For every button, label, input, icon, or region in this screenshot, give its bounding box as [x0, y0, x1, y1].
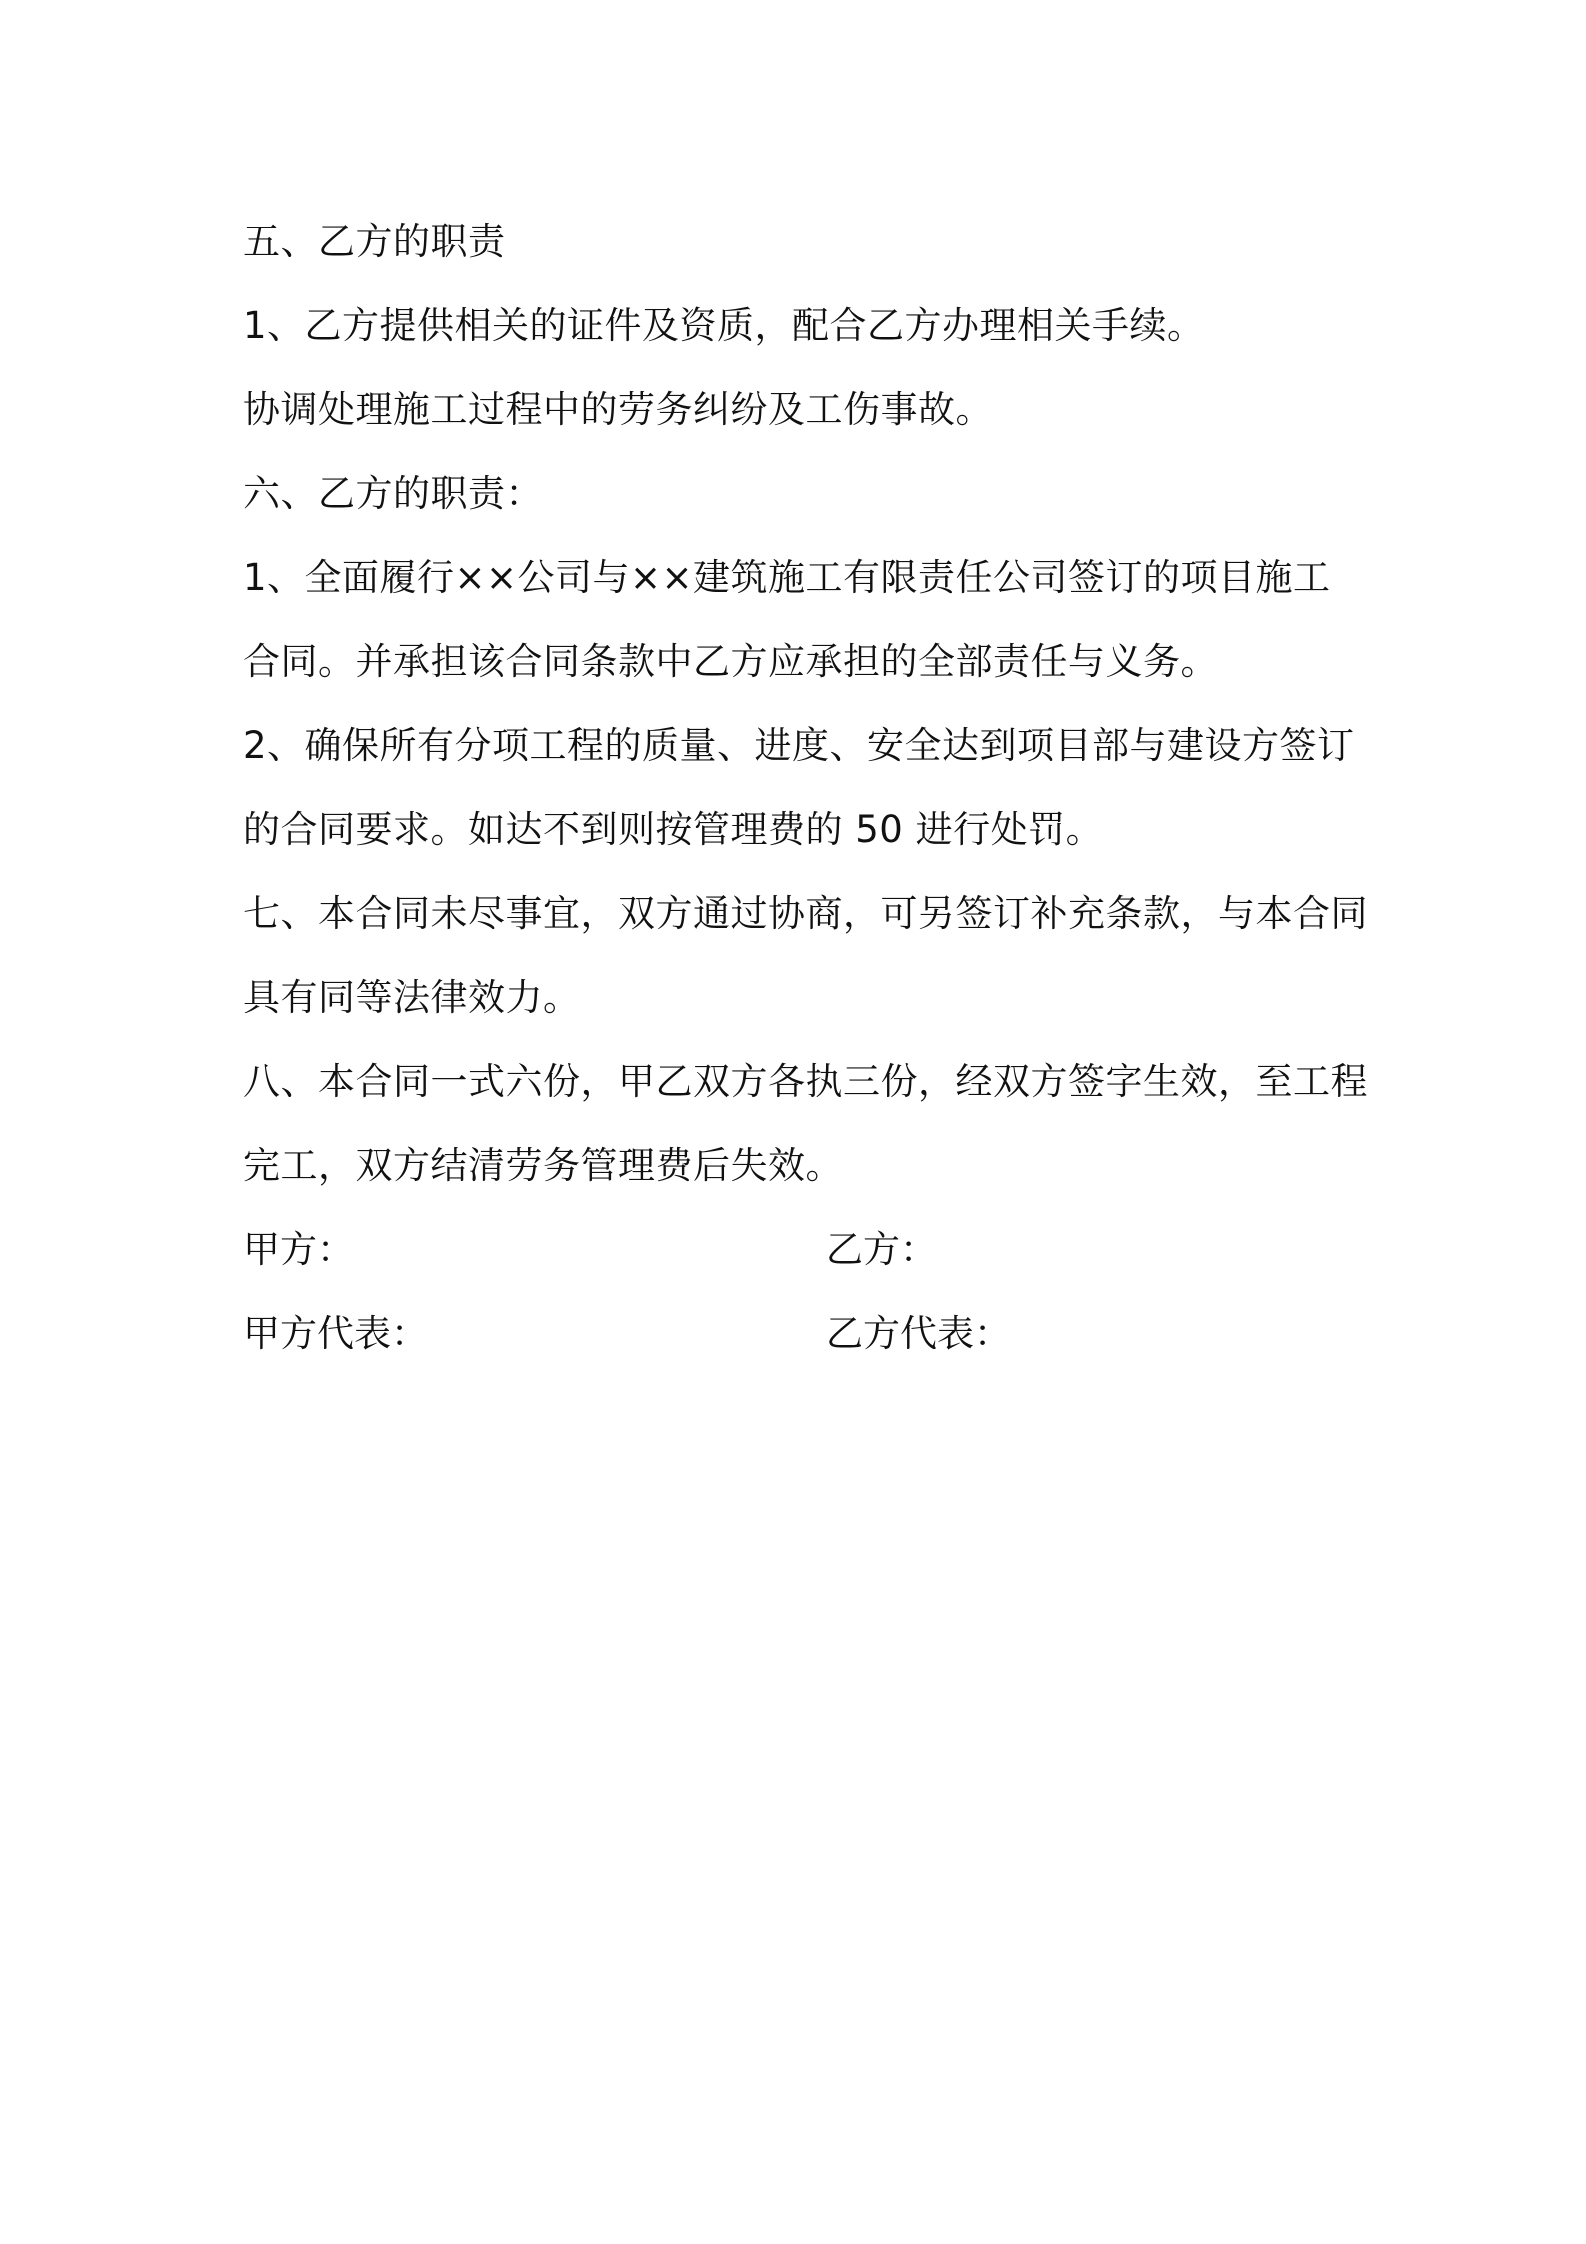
party-a-label: 甲方： [243, 1228, 354, 1271]
paragraph-line: 1、乙方提供相关的证件及资质，配合乙方办理相关手续。 [243, 304, 1205, 347]
section-heading-5: 五、乙方的职责 [243, 220, 506, 263]
paragraph-line: 完工，双方结清劳务管理费后失效。 [243, 1144, 843, 1187]
paragraph-line: 2、确保所有分项工程的质量、进度、安全达到项目部与建设方签订 [243, 724, 1355, 767]
section-heading-7: 七、本合同未尽事宜，双方通过协商，可另签订补充条款，与本合同 [243, 892, 1368, 935]
signature-row-parties [243, 1208, 1363, 1292]
party-b-representative-label: 乙方代表： [826, 1312, 1011, 1355]
paragraph-line: 的合同要求。如达不到则按管理费的 50 进行处罚。 [243, 808, 1104, 851]
paragraph-line: 协调处理施工过程中的劳务纠纷及工伤事故。 [243, 388, 993, 431]
paragraph-line: 合同。并承担该合同条款中乙方应承担的全部责任与义务。 [243, 640, 1218, 683]
party-b-label: 乙方： [826, 1228, 937, 1271]
section-heading-8: 八、本合同一式六份，甲乙双方各执三份，经双方签字生效，至工程 [243, 1060, 1368, 1103]
paragraph-line: 具有同等法律效力。 [243, 976, 581, 1019]
signature-row-representatives [243, 1292, 1363, 1376]
party-a-representative-label: 甲方代表： [243, 1312, 428, 1355]
paragraph-line: 1、全面履行××公司与××建筑施工有限责任公司签订的项目施工 [243, 556, 1331, 599]
section-heading-6: 六、乙方的职责： [243, 472, 543, 515]
document-body [243, 200, 1368, 1376]
